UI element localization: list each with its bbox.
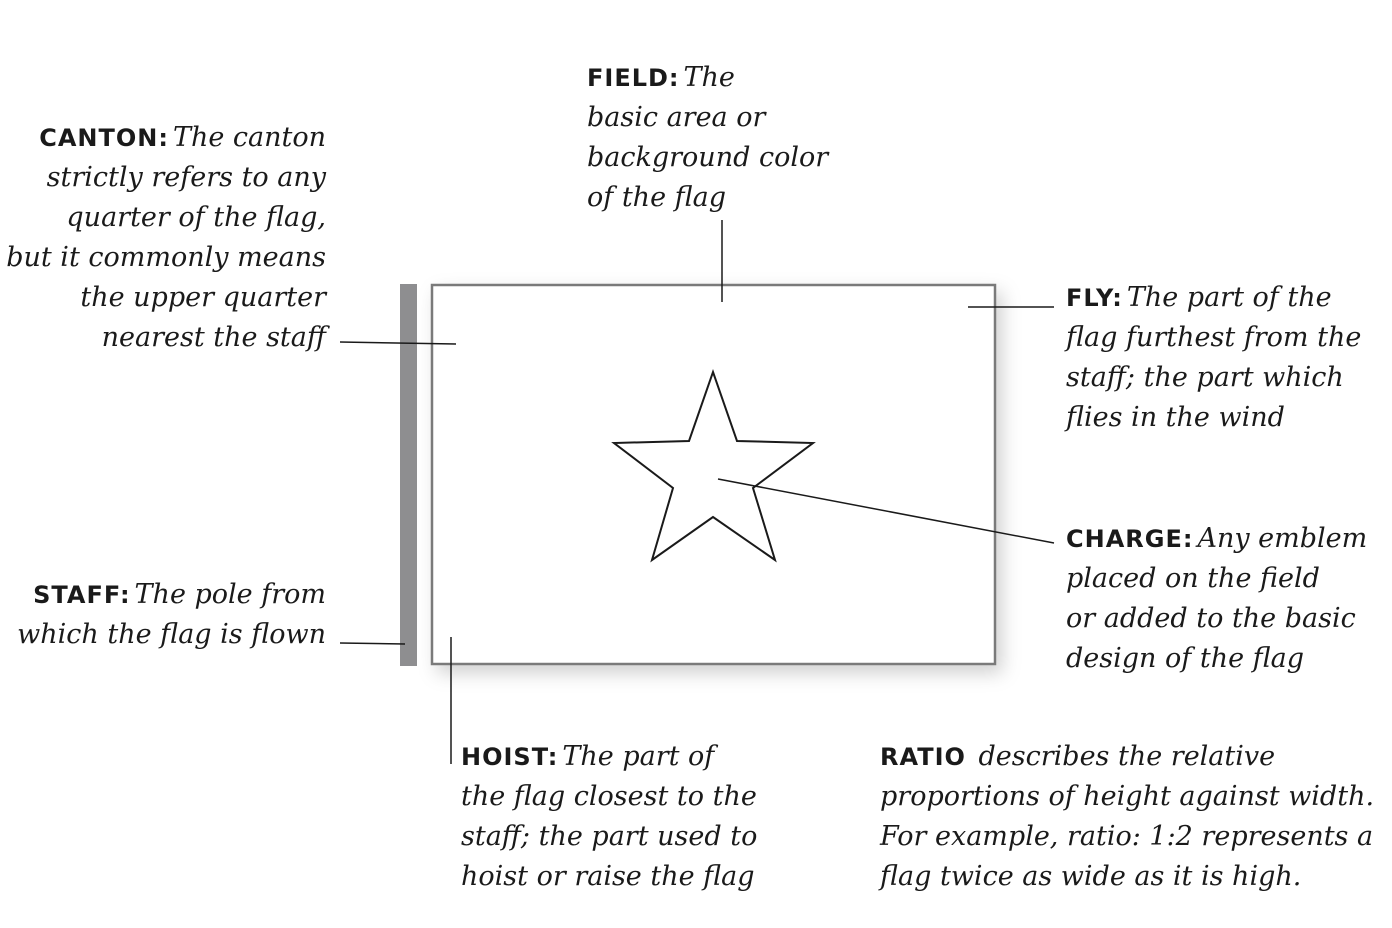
canton-text-line-3: quarter of the flag,: [66, 202, 326, 233]
fly-term: FLY:: [1066, 284, 1123, 312]
fly-callout: [1066, 278, 1361, 438]
staff-pole: [400, 284, 417, 666]
canton-callout: [6, 118, 326, 358]
field-term: FIELD:: [587, 64, 680, 92]
ratio-term: RATIO: [880, 743, 966, 771]
ratio-text-line-4: flag twice as wide as it is high.: [880, 861, 1302, 892]
staff-term: STAFF:: [33, 581, 131, 609]
canton-text-line-4: but it commonly means: [6, 242, 326, 273]
hoist-text-line-1: The part of: [562, 741, 715, 772]
field-text-line-3: background color: [587, 142, 829, 173]
field-text-line-4: of the flag: [587, 182, 727, 213]
hoist-callout: [461, 737, 757, 897]
ratio-text-line-2: proportions of height against width.: [880, 781, 1375, 812]
field-callout: [587, 58, 828, 218]
field-text-line-1: The: [683, 62, 735, 93]
charge-term: CHARGE:: [1066, 525, 1194, 553]
fly-text-line-4: flies in the wind: [1066, 402, 1285, 433]
staff-text-line-1: The pole from: [134, 579, 326, 610]
staff-text-line-2: which the flag is flown: [17, 619, 326, 650]
hoist-text-line-4: hoist or raise the flag: [461, 861, 755, 892]
canton-text-line-1: The canton: [172, 122, 326, 153]
charge-text-line-3: or added to the basic: [1066, 603, 1356, 634]
charge-text-line-1: Any emblem: [1197, 523, 1368, 554]
charge-text-line-2: placed on the field: [1066, 563, 1320, 594]
fly-text-line-2: flag furthest from the: [1066, 322, 1362, 353]
canton-term: CANTON:: [39, 124, 169, 152]
field-text-line-2: basic area or: [587, 102, 766, 133]
staff-callout: [17, 575, 326, 655]
hoist-term: HOIST:: [461, 743, 559, 771]
canton-text-line-6: nearest the staff: [101, 322, 326, 353]
fly-text-line-1: The part of the: [1126, 282, 1332, 313]
hoist-text-line-3: staff; the part used to: [461, 821, 758, 852]
fly-text-line-3: staff; the part which: [1066, 362, 1344, 393]
ratio-callout: [880, 737, 1374, 897]
charge-text-line-4: design of the flag: [1066, 643, 1305, 674]
canton-text-line-5: the upper quarter: [80, 282, 326, 313]
hoist-text-line-2: the flag closest to the: [461, 781, 757, 812]
ratio-text-line-1: describes the relative: [978, 741, 1276, 772]
staff-leader-line: [340, 643, 405, 644]
canton-text-line-2: strictly refers to any: [46, 162, 326, 193]
ratio-text-line-3: For example, ratio: 1:2 represents a: [880, 821, 1374, 852]
charge-callout: [1066, 519, 1367, 679]
